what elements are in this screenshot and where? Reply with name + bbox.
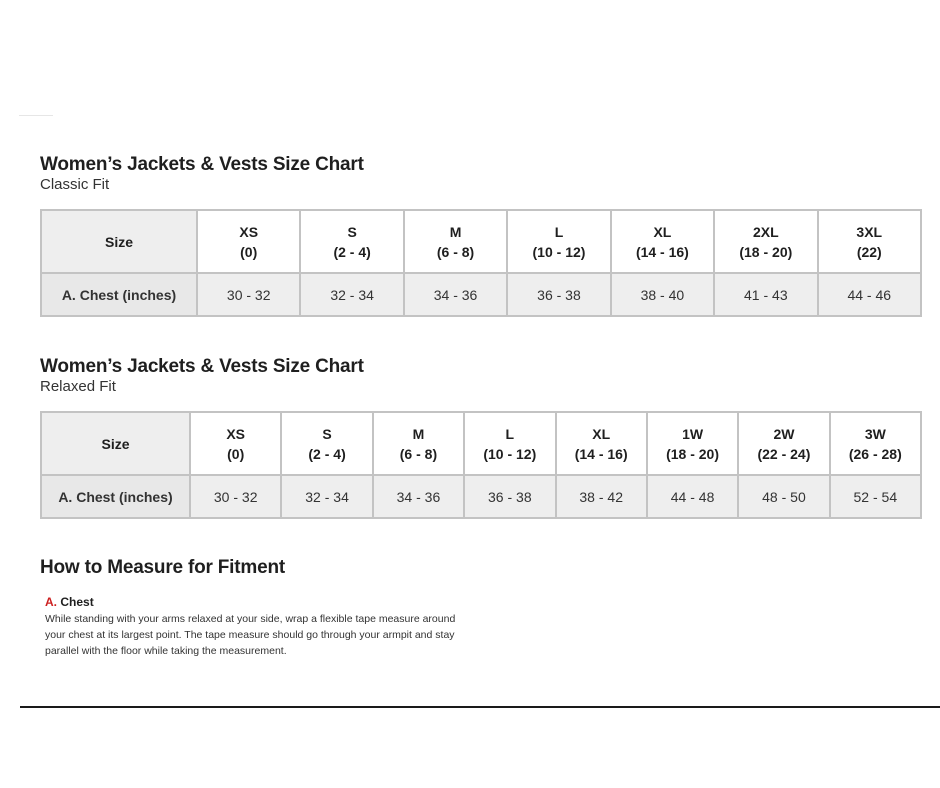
chart-subtitle: Relaxed Fit	[40, 378, 116, 395]
size-col-xl	[556, 412, 647, 475]
measure-item-heading	[45, 595, 480, 610]
chest-value-cell: 38 - 40	[611, 273, 714, 316]
size-range: (14 - 16)	[574, 445, 628, 462]
size-col-3w	[830, 412, 921, 475]
chest-value-cell: 30 - 32	[197, 273, 300, 316]
size-col-1w	[647, 412, 738, 475]
size-name: XS	[226, 425, 246, 442]
size-name: 3XL	[856, 223, 883, 240]
measure-item-name: Chest	[60, 595, 94, 609]
size-name: L	[554, 223, 564, 240]
size-range: (2 - 4)	[333, 243, 371, 260]
size-col-l	[507, 210, 610, 273]
table-row-chest	[41, 273, 921, 316]
chest-value-cell: 36 - 38	[507, 273, 610, 316]
size-range: (0)	[240, 243, 258, 260]
table-row-chest	[41, 475, 921, 518]
size-col-m	[373, 412, 464, 475]
chest-value-cell: 34 - 36	[404, 273, 507, 316]
size-col-m	[404, 210, 507, 273]
size-name: 2XL	[752, 223, 779, 240]
size-range: (2 - 4)	[308, 445, 346, 462]
chest-value-cell: 44 - 46	[818, 273, 921, 316]
size-name: M	[449, 223, 462, 240]
chest-value-cell: 32 - 34	[281, 475, 372, 518]
size-col-s	[300, 210, 403, 273]
size-col-xs	[190, 412, 281, 475]
size-col-2xl	[714, 210, 817, 273]
table-header-row	[41, 210, 921, 273]
chest-value-cell: 32 - 34	[300, 273, 403, 316]
table-header-row	[41, 412, 921, 475]
size-col-3xl	[818, 210, 921, 273]
size-name: M	[412, 425, 425, 442]
chest-value-cell: 36 - 38	[464, 475, 555, 518]
size-table-relaxed	[40, 411, 922, 519]
chest-value-cell: 41 - 43	[714, 273, 817, 316]
size-col-xl	[611, 210, 714, 273]
size-table-classic	[40, 209, 922, 317]
size-col-xs	[197, 210, 300, 273]
size-range: (14 - 16)	[635, 243, 689, 260]
size-name: XL	[592, 425, 611, 442]
size-name: 1W	[682, 425, 704, 442]
chest-value-cell: 48 - 50	[738, 475, 829, 518]
chest-value-cell: 52 - 54	[830, 475, 921, 518]
chest-label-cell: A. Chest (inches)	[41, 273, 197, 316]
size-range: (22 - 24)	[757, 445, 811, 462]
chest-value-cell: 30 - 32	[190, 475, 281, 518]
top-divider-dash	[19, 115, 53, 116]
chart-title: Women’s Jackets & Vests Size Chart	[40, 356, 364, 377]
size-name: L	[505, 425, 515, 442]
size-name: S	[322, 425, 332, 442]
measure-item-text: While standing with your arms relaxed at your side, wrap a flexible tape measure around your chest at its largest point. The tape measure should go through your armpit and stay parallel with the floor while taking the measurement.	[45, 613, 456, 657]
measure-title: How to Measure for Fitment	[40, 557, 285, 578]
measure-guide	[40, 557, 480, 659]
chart-subtitle: Classic Fit	[40, 176, 110, 193]
chart-title: Women’s Jackets & Vests Size Chart	[40, 154, 364, 175]
chest-label-cell: A. Chest (inches)	[41, 475, 190, 518]
size-range: (0)	[227, 445, 245, 462]
chest-value-cell: 44 - 48	[647, 475, 738, 518]
size-header-cell: Size	[41, 210, 197, 273]
measure-item-letter: A.	[45, 595, 57, 609]
size-col-2w	[738, 412, 829, 475]
size-name: 2W	[773, 425, 795, 442]
size-header-cell: Size	[41, 412, 190, 475]
size-name: XS	[239, 223, 259, 240]
size-range: (18 - 20)	[739, 243, 793, 260]
chest-value-cell: 34 - 36	[373, 475, 464, 518]
size-chart-relaxed	[40, 356, 922, 519]
bottom-divider	[20, 706, 940, 708]
size-range: (26 - 28)	[848, 445, 902, 462]
size-chart-classic	[40, 154, 922, 317]
size-col-l	[464, 412, 555, 475]
size-range: (6 - 8)	[399, 445, 438, 462]
size-range: (10 - 12)	[483, 445, 537, 462]
size-col-s	[281, 412, 372, 475]
size-name: S	[347, 223, 357, 240]
size-range: (22)	[856, 243, 882, 260]
size-name: XL	[653, 223, 672, 240]
size-name: 3W	[864, 425, 886, 442]
chest-value-cell: 38 - 42	[556, 475, 647, 518]
size-range: (6 - 8)	[436, 243, 475, 260]
size-range: (10 - 12)	[532, 243, 586, 260]
size-range: (18 - 20)	[666, 445, 720, 462]
